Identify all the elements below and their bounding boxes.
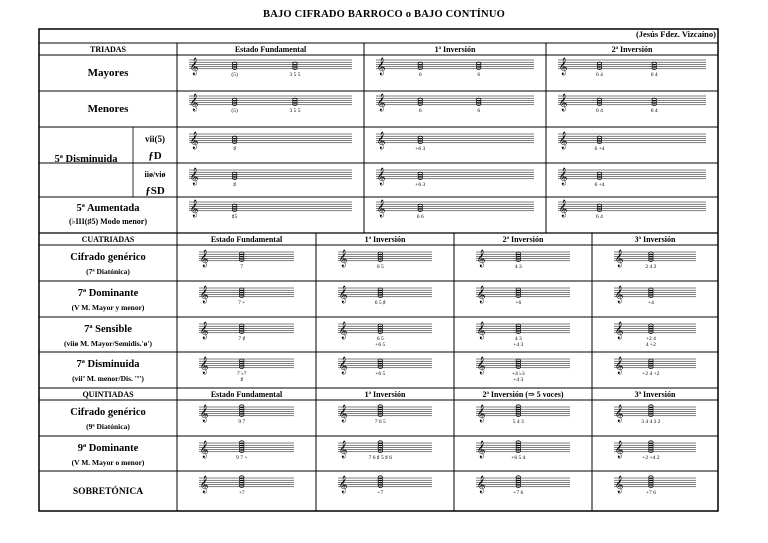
triads-header: 1ª Inversión [434, 45, 476, 54]
treble-clef-icon: 𝄞 [199, 475, 209, 493]
figure-text: ♯ [240, 377, 244, 383]
figure-text: +6 3 [415, 146, 426, 152]
treble-clef-icon: 𝄞 [614, 321, 624, 339]
figure-text: 9 7 [238, 419, 246, 425]
treble-clef-icon: 𝄞 [338, 475, 348, 493]
figure-text: 6 [418, 108, 422, 114]
figure-text: +6 5 [375, 371, 386, 377]
figure-text: 6 5 ♯ [374, 300, 386, 306]
treble-clef-icon: 𝄞 [338, 249, 348, 267]
pentads-header: 3ª Inversión [634, 390, 676, 399]
figure-text: 9 7 + [236, 455, 248, 461]
document-title: BAJO CIFRADO BARROCO o BAJO CONTÍNUO [262, 9, 505, 20]
figure-text: +2 +4 2 [642, 455, 660, 461]
figure-text: 3 4 4 3 2 [641, 419, 661, 425]
treble-clef-icon: 𝄞 [558, 131, 568, 149]
treble-clef-icon: 𝄞 [199, 249, 209, 267]
tetrads-header: CUATRIADAS [81, 235, 135, 244]
treble-clef-icon: 𝄞 [189, 57, 199, 75]
figure-text: +7 [238, 490, 245, 496]
figure-text: +4 3 [513, 342, 524, 348]
figure-text: 5 4 3 [512, 419, 524, 425]
figure-text: +7 6 [645, 490, 656, 496]
figure-text: ♯ [233, 182, 237, 188]
figure-text: +6 3 [415, 182, 426, 188]
treble-clef-icon: 𝄞 [199, 321, 209, 339]
figure-text: 6 +4 [594, 182, 605, 188]
treble-clef-icon: 𝄞 [476, 440, 486, 458]
figure-text: 2 4 2 [645, 264, 657, 270]
figure-text: 4 +2 [645, 342, 656, 348]
figure-text: 6 +4 [594, 146, 605, 152]
figure-text: 7 + [238, 300, 246, 306]
triads-header: 2ª Inversión [611, 45, 653, 54]
figure-text: 6 [418, 72, 422, 78]
treble-clef-icon: 𝄞 [189, 93, 199, 111]
tetrad-row-label: 7ª Sensible [84, 324, 132, 335]
tetrads-header: 1ª Inversión [364, 235, 406, 244]
triads-header: TRIADAS [89, 45, 127, 54]
figure-text: 7 6 5 [374, 419, 386, 425]
treble-clef-icon: 𝄞 [199, 440, 209, 458]
pentads-header: Estado Fundamental [210, 390, 283, 399]
treble-clef-icon: 𝄞 [558, 93, 568, 111]
tetrads-header: 3ª Inversión [634, 235, 676, 244]
figure-text: 6 4 [650, 72, 658, 78]
figure-text: 3 5 5 [289, 108, 301, 114]
treble-clef-icon: 𝄞 [199, 285, 209, 303]
treble-clef-icon: 𝄞 [476, 285, 486, 303]
treble-clef-icon: 𝄞 [338, 404, 348, 422]
figure-text: 7 ♯ [238, 336, 246, 342]
tetrad-row-label: 7ª Disminuida [76, 359, 140, 370]
tetrad-row-sublabel: (viiø M. Mayor/Semidis.'ø') [64, 339, 152, 348]
treble-clef-icon: 𝄞 [614, 356, 624, 374]
figure-text: +7 [377, 490, 384, 496]
figure-text: +6 5 [375, 342, 386, 348]
pentad-row-label: SOBRETÓNICA [72, 487, 144, 497]
treble-clef-icon: 𝄞 [189, 199, 199, 217]
treble-clef-icon: 𝄞 [189, 131, 199, 149]
treble-clef-icon: 𝄞 [614, 440, 624, 458]
pentad-row-sublabel: (9ª Diatónica) [86, 422, 130, 431]
figure-text: 4 3 [514, 264, 522, 270]
treble-clef-icon: 𝄞 [376, 57, 386, 75]
pentad-row-sublabel: (V M. Mayor o menor) [71, 458, 145, 467]
figure-text: 7 ♭7 [237, 371, 247, 377]
treble-clef-icon: 𝄞 [614, 475, 624, 493]
treble-clef-icon: 𝄞 [338, 285, 348, 303]
tetrads-header: 2ª Inversión [502, 235, 544, 244]
sub-label: iiø/viø [144, 170, 166, 179]
figure-text: +4 ♭3 [512, 371, 525, 377]
figure-text: 7 6 ♯ 5 ♯ 6 [368, 455, 392, 461]
treble-clef-icon: 𝄞 [476, 404, 486, 422]
figure-text: 6 4 [596, 108, 603, 114]
figure-text: +6 5 4 [511, 455, 526, 461]
figure-text: +2 4 [645, 336, 656, 342]
treble-clef-icon: 𝄞 [614, 285, 624, 303]
sub-label: vii(5) [145, 134, 165, 144]
pentads-header: 2ª Inversión (⇒ 5 voces) [482, 390, 564, 399]
tetrad-row-label: Cifrado genérico [70, 252, 146, 263]
figure-text: 3 5 5 [289, 72, 301, 78]
treble-clef-icon: 𝄞 [558, 167, 568, 185]
tetrad-row-label: 7ª Dominante [77, 288, 139, 299]
figure-text: +7 6 [513, 490, 524, 496]
treble-clef-icon: 𝄞 [189, 167, 199, 185]
row-label-disminuida: 5ª Disminuida [54, 154, 118, 165]
tetrad-row-sublabel: (viiº M. menor/Dis. 'º') [72, 374, 144, 383]
figure-text: 6 [477, 108, 481, 114]
treble-clef-icon: 𝄞 [614, 404, 624, 422]
treble-clef-icon: 𝄞 [338, 440, 348, 458]
figure-text: +6 [515, 300, 522, 306]
treble-clef-icon: 𝄞 [376, 199, 386, 217]
row-label-aumentada: 5ª Aumentada [76, 203, 140, 214]
treble-clef-icon: 𝄞 [476, 475, 486, 493]
figure-text: ♯ [233, 146, 237, 152]
treble-clef-icon: 𝄞 [376, 131, 386, 149]
treble-clef-icon: 𝄞 [614, 249, 624, 267]
figure-text: 6 5 [376, 264, 384, 270]
figure-text: 4 3 [514, 336, 522, 342]
figure-text: +2 4 +2 [642, 371, 660, 377]
author-credit: (Jesús Fdez. Vizcaíno) [635, 29, 716, 39]
treble-clef-icon: 𝄞 [199, 356, 209, 374]
treble-clef-icon: 𝄞 [199, 404, 209, 422]
figure-text: 6 5 [376, 336, 384, 342]
figure-text: 6 6 [416, 214, 424, 220]
tetrads-header: Estado Fundamental [210, 235, 283, 244]
treble-clef-icon: 𝄞 [376, 167, 386, 185]
treble-clef-icon: 𝄞 [476, 321, 486, 339]
pentad-row-label: 9ª Dominante [77, 443, 139, 454]
figure-text: ♯5 [231, 214, 238, 220]
treble-clef-icon: 𝄞 [376, 93, 386, 111]
figure-text: +4 3 [513, 377, 524, 383]
treble-clef-icon: 𝄞 [338, 356, 348, 374]
row-sublabel: (♭III(♯5) Modo menor) [69, 217, 147, 226]
figure-text: 6 4 [596, 214, 603, 220]
triads-header: Estado Fundamental [234, 45, 307, 54]
figure-text: 6 [477, 72, 481, 78]
pentads-header: QUINTIADAS [82, 390, 134, 399]
figure-text: 6 4 [650, 108, 658, 114]
row-label-menores: Menores [87, 103, 129, 115]
tetrad-row-sublabel: (7ª Diatónica) [86, 267, 130, 276]
treble-clef-icon: 𝄞 [338, 321, 348, 339]
figure-text: (5) [231, 108, 238, 114]
figure-text: 7 [240, 264, 244, 270]
treble-clef-icon: 𝄞 [476, 249, 486, 267]
pentad-row-label: Cifrado genérico [70, 407, 146, 418]
treble-clef-icon: 𝄞 [558, 57, 568, 75]
treble-clef-icon: 𝄞 [558, 199, 568, 217]
figure-text: (5) [231, 72, 238, 78]
treble-clef-icon: 𝄞 [476, 356, 486, 374]
figure-text: 6 4 [596, 72, 603, 78]
sub-label: ƒD [148, 150, 162, 162]
figure-text: +4 [647, 300, 654, 306]
pentads-header: 1ª Inversión [364, 390, 406, 399]
row-label-mayores: Mayores [87, 67, 129, 79]
sub-label: ƒSD [145, 185, 165, 197]
tetrad-row-sublabel: (V M. Mayor y menor) [71, 303, 145, 312]
